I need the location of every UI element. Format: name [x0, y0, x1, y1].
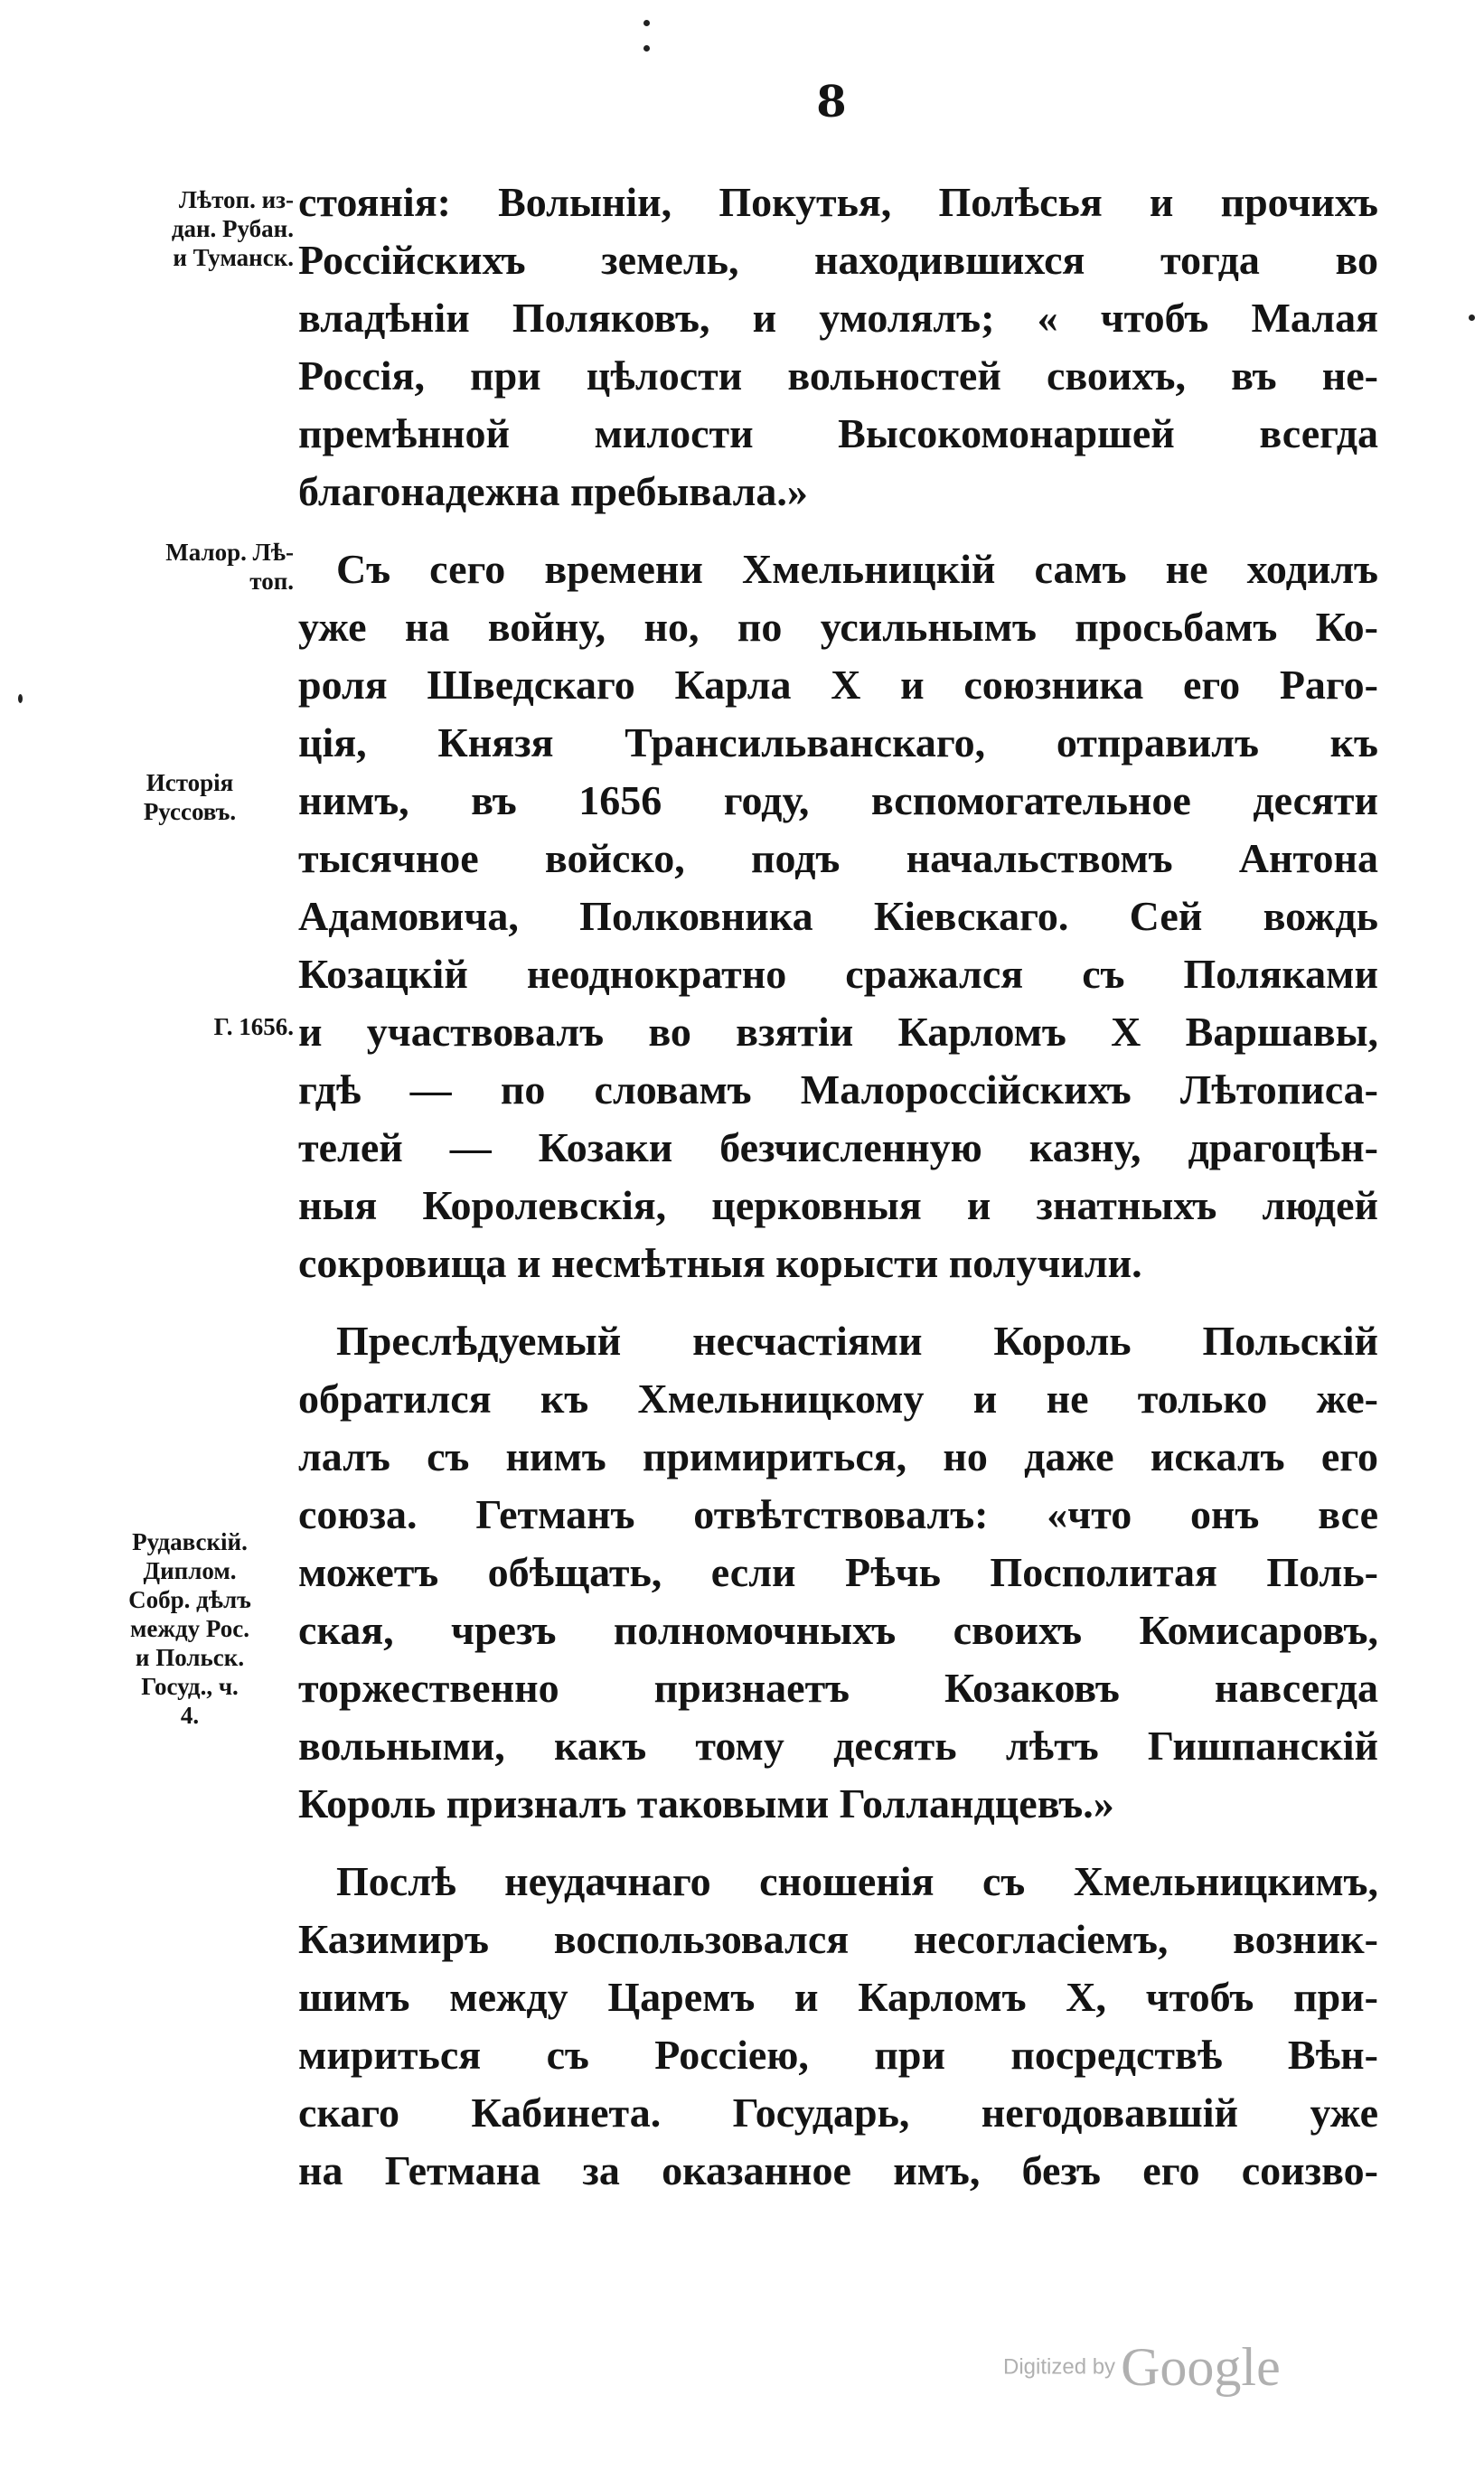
ink-speck	[643, 20, 650, 26]
text-line: обратился къ Хмельницкому и не только же-	[298, 1376, 1378, 1422]
text-line: ская, чрезъ полномочныхъ своихъ Комисаровъ,	[298, 1607, 1378, 1653]
text-line: гдѣ — по словамъ Малороссійскихъ Лѣтописа-	[298, 1066, 1378, 1113]
text-line: уже на войну, но, по усильнымъ просьбамъ Ко-	[298, 604, 1378, 650]
text-line: Козацкій неоднократно сражался съ Поляками	[298, 951, 1378, 997]
text-line: Адамовича, Полковника Кіевскаго. Сей вождь	[298, 893, 1378, 939]
text-line: Король призналъ таковыми Голландцевъ.»	[298, 1780, 1114, 1827]
text-line: вольными, какъ тому десять лѣтъ Гишпанскій	[298, 1723, 1378, 1769]
text-line: тысячное войско, подъ начальствомъ Антона	[298, 835, 1378, 881]
text-line: нимъ, въ 1656 году, вспомогательное десяти	[298, 777, 1378, 823]
text-line: сокровища и несмѣтныя корысти получили.	[298, 1240, 1142, 1286]
text-line: Послѣ неудачнаго сношенія съ Хмельницкимъ,	[336, 1858, 1378, 1904]
text-line: и участвовалъ во взятіи Карломъ X Варшавы,	[298, 1009, 1378, 1055]
ink-speck	[18, 694, 23, 703]
text-line: мириться съ Россіею, при посредствѣ Вѣн-	[298, 2032, 1378, 2078]
text-line: союза. Гетманъ отвѣтствовалъ: «что онъ все	[298, 1491, 1378, 1537]
margin-note: Исторія Руссовъ.	[143, 769, 237, 825]
text-line: владѣніи Поляковъ, и умолялъ; « чтобъ Малая	[298, 295, 1378, 341]
margin-note: Малор. Лѣ- топ.	[165, 539, 294, 595]
text-line: телей — Козаки безчисленную казну, драгоцѣн-	[298, 1124, 1378, 1170]
body-text	[298, 174, 1378, 2200]
text-line: благонадежна пребывала.»	[298, 468, 808, 514]
text-line: лалъ съ нимъ примириться, но даже искалъ его	[298, 1433, 1378, 1479]
ink-speck	[643, 45, 650, 52]
ink-speck	[1469, 315, 1475, 321]
text-line: Съ сего времени Хмельницкій самъ не ходилъ	[336, 546, 1378, 592]
text-line: премѣнной милости Высокомонаршей всегда	[298, 410, 1378, 456]
page-number: 8	[816, 77, 847, 127]
text-line: Россія, при цѣлости вольностей своихъ, въ не-	[298, 352, 1378, 399]
digitized-by-google-watermark: Digitized by Google	[1003, 2337, 1281, 2397]
text-line: стоянія: Волыніи, Покутья, Полѣсья и прочихъ	[298, 179, 1378, 225]
text-line: ныя Королевскія, церковныя и знатныхъ людей	[298, 1182, 1378, 1228]
margin-note: Г. 1656.	[213, 1013, 294, 1040]
margin-note: Лѣтоп. из- дан. Рубан. и Туманск.	[171, 186, 294, 271]
text-line: скаго Кабинета. Государь, негодовавшій уже	[298, 2090, 1378, 2136]
text-line: Казимиръ воспользовался несогласіемъ, возник-	[298, 1916, 1378, 1962]
text-line: Преслѣдуемый несчастіями Король Польскій	[336, 1318, 1378, 1364]
text-line: Россійскихъ земель, находившихся тогда во	[298, 237, 1378, 283]
margin-note: Рудавскій. Диплом. Собр. дѣлъ между Рос. и Польск. Госуд., ч. 4.	[128, 1528, 251, 1729]
text-line: можетъ обѣщать, если Рѣчь Посполитая Поль-	[298, 1549, 1378, 1595]
text-line: роля Шведскаго Карла X и союзника его Раго-	[298, 662, 1378, 708]
text-line: торжественно признаетъ Козаковъ навсегда	[298, 1665, 1378, 1711]
text-line: на Гетмана за оказанное имъ, безъ его соизво-	[298, 2147, 1378, 2193]
text-line: шимъ между Царемъ и Карломъ X, чтобъ при-	[298, 1974, 1378, 2020]
text-line: ція, Князя Трансильванскаго, отправилъ къ	[298, 719, 1378, 765]
